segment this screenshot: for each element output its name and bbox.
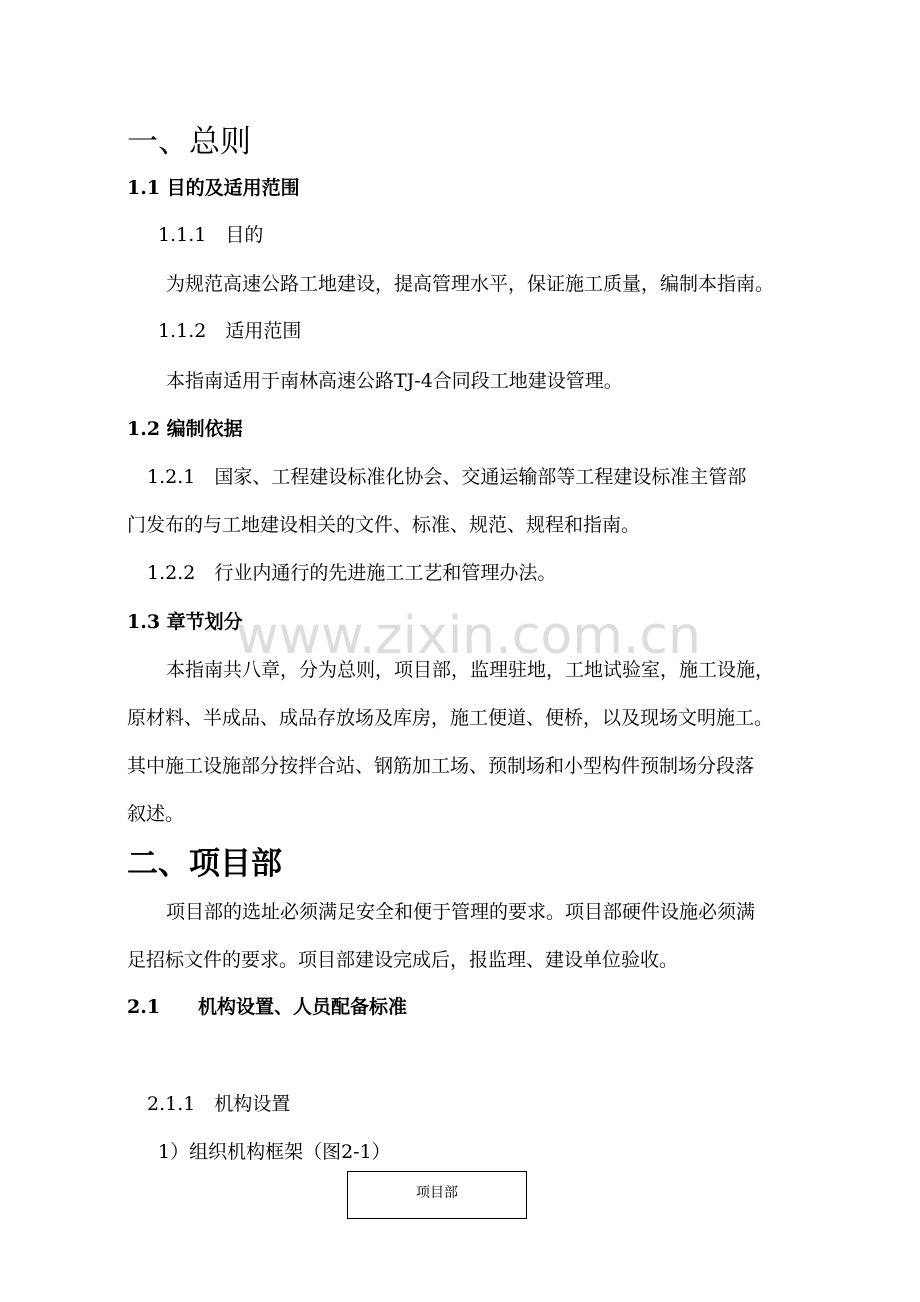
section-1-1-1-heading: 1.1.1 目的 — [158, 224, 264, 246]
section-2-1-heading: 2.1 机构设置、人员配备标准 — [127, 996, 408, 1018]
section-1-1-1-text: 为规范高速公路工地建设，提高管理水平，保证施工质量，编制本指南。 — [166, 273, 775, 295]
section-1-2-heading: 1.2 编制依据 — [127, 418, 243, 440]
section-1-1-heading: 1.1 目的及适用范围 — [127, 177, 300, 199]
section-1-3-line-1: 本指南共八章，分为总则，项目部，监理驻地，工地试验室，施工设施， — [166, 659, 775, 681]
org-chart-box-project-department — [347, 1171, 527, 1219]
watermark: www.zixin.com.cn — [236, 606, 701, 666]
section-1-3-line-4: 叙述。 — [127, 803, 185, 825]
chapter-2-intro-line-1: 项目部的选址必须满足安全和便于管理的要求。项目部硬件设施必须满 — [166, 901, 756, 923]
chapter-1-title: 一、总则 — [127, 124, 251, 160]
section-1-3-heading: 1.3 章节划分 — [127, 611, 243, 633]
org-chart-box-label: 项目部 — [416, 1185, 458, 1201]
org-chart-caption: 1）组织机构框架（图2-1） — [158, 1141, 391, 1163]
section-1-1-2-text: 本指南适用于南林高速公路TJ-4合同段工地建设管理。 — [166, 370, 623, 392]
section-2-1-1-heading: 2.1.1 机构设置 — [147, 1093, 291, 1115]
section-1-2-2-text: 1.2.2 行业内通行的先进施工工艺和管理办法。 — [147, 562, 557, 584]
chapter-2-title: 二、项目部 — [127, 846, 282, 882]
section-1-2-1-line-1: 1.2.1 国家、工程建设标准化协会、交通运输部等工程建设标准主管部 — [147, 466, 747, 488]
chapter-2-intro-line-2: 足招标文件的要求。项目部建设完成后，报监理、建设单位验收。 — [127, 949, 679, 971]
section-1-1-2-heading: 1.1.2 适用范围 — [158, 320, 302, 342]
section-1-3-line-3: 其中施工设施部分按拌合站、钢筋加工场、预制场和小型构件预制场分段落 — [127, 755, 755, 777]
section-1-2-1-line-2: 门发布的与工地建设相关的文件、标准、规范、规程和指南。 — [127, 514, 641, 536]
section-1-3-line-2: 原材料、半成品、成品存放场及库房，施工便道、便桥，以及现场文明施工。 — [127, 707, 774, 729]
